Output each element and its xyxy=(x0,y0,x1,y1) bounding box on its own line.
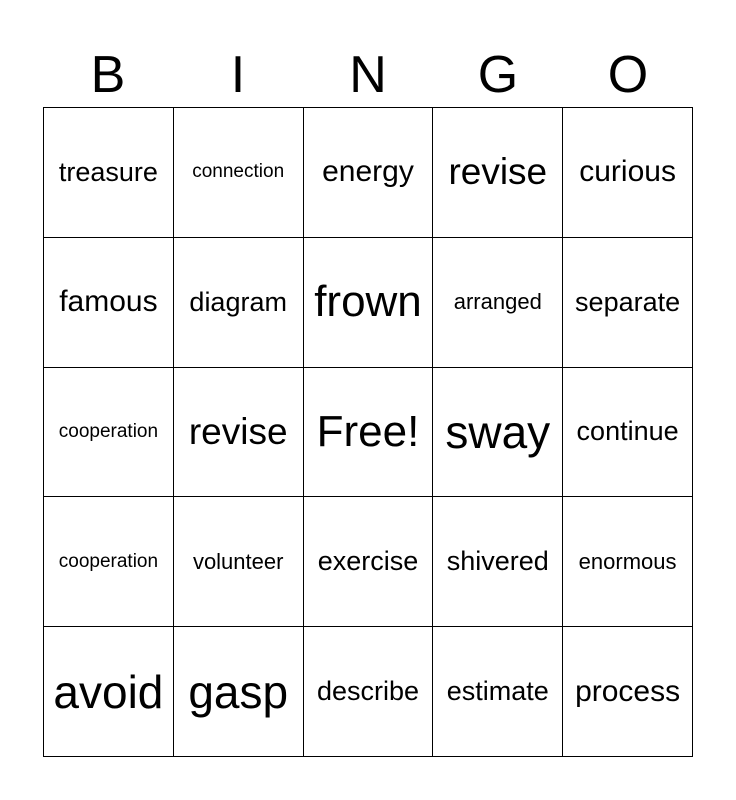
header-letter-n: N xyxy=(349,46,387,104)
bingo-cell[interactable]: sway xyxy=(433,368,563,498)
bingo-cell[interactable]: shivered xyxy=(433,497,563,627)
bingo-cell[interactable]: arranged xyxy=(433,238,563,368)
bingo-cell[interactable]: estimate xyxy=(433,627,563,757)
header-letter-g: G xyxy=(477,46,519,104)
bingo-cell[interactable]: diagram xyxy=(174,238,304,368)
bingo-free-space[interactable]: Free! xyxy=(304,368,434,498)
bingo-cell[interactable]: separate xyxy=(563,238,693,368)
bingo-cell[interactable]: avoid xyxy=(44,627,174,757)
bingo-cell[interactable]: revise xyxy=(174,368,304,498)
bingo-header xyxy=(43,44,693,106)
bingo-cell[interactable]: frown xyxy=(304,238,434,368)
bingo-cell[interactable]: describe xyxy=(304,627,434,757)
bingo-cell[interactable]: curious xyxy=(563,108,693,238)
bingo-cell[interactable]: volunteer xyxy=(174,497,304,627)
bingo-cell[interactable]: continue xyxy=(563,368,693,498)
bingo-cell[interactable]: revise xyxy=(433,108,563,238)
bingo-cell[interactable]: enormous xyxy=(563,497,693,627)
bingo-cell[interactable]: gasp xyxy=(174,627,304,757)
bingo-cell[interactable]: famous xyxy=(44,238,174,368)
bingo-cell[interactable]: cooperation xyxy=(44,497,174,627)
header-letter-o: O xyxy=(607,46,649,104)
header-letter-i: I xyxy=(230,46,246,104)
bingo-board xyxy=(43,107,693,757)
bingo-cell[interactable]: cooperation xyxy=(44,368,174,498)
bingo-cell[interactable]: exercise xyxy=(304,497,434,627)
bingo-cell[interactable]: energy xyxy=(304,108,434,238)
bingo-cell[interactable]: treasure xyxy=(44,108,174,238)
bingo-cell[interactable]: connection xyxy=(174,108,304,238)
bingo-cell[interactable]: process xyxy=(563,627,693,757)
header-letter-b: B xyxy=(90,46,126,104)
